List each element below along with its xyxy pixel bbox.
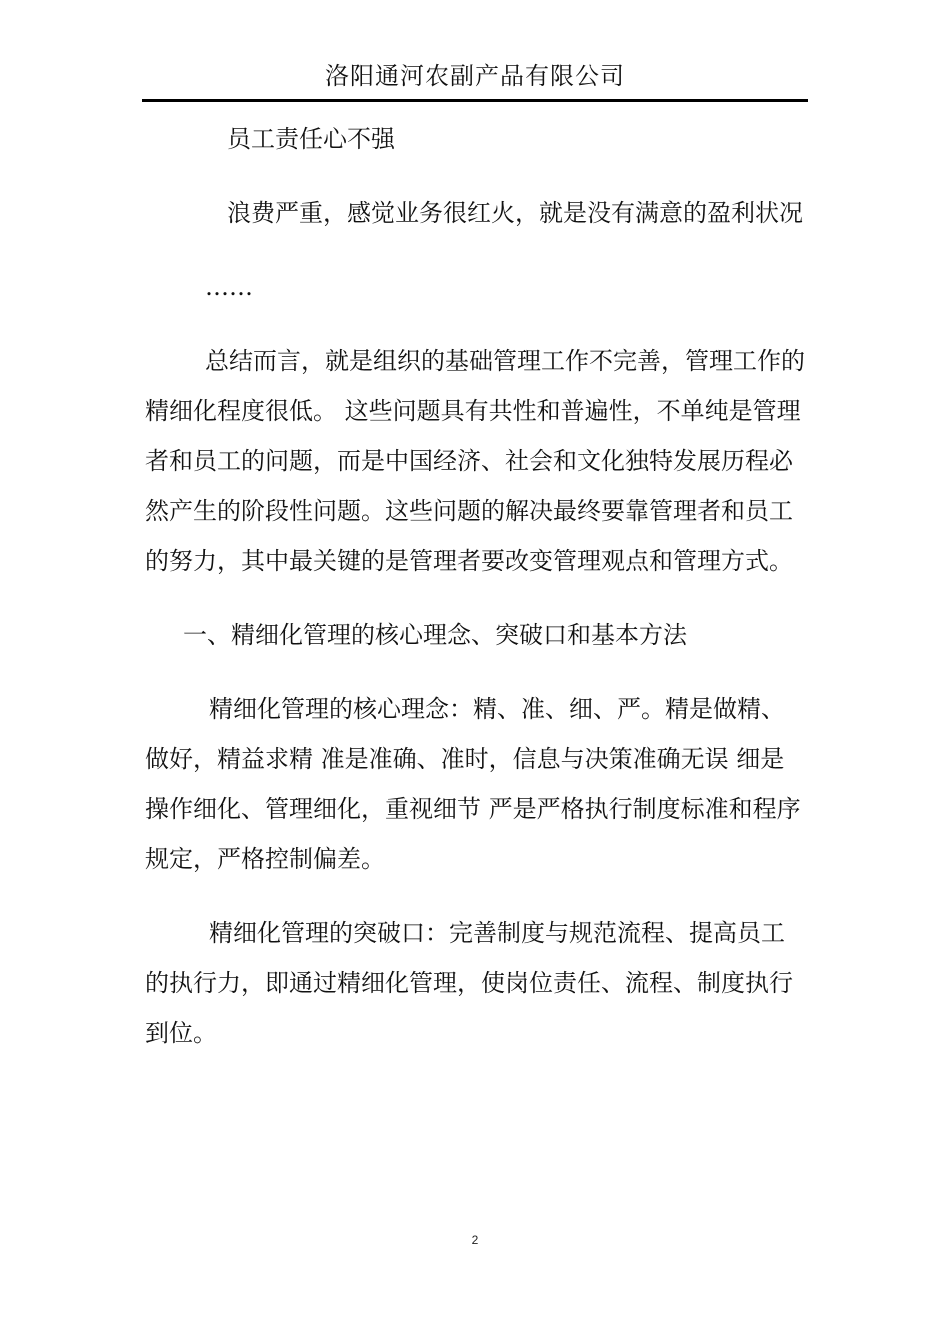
paragraph-2: 浪费严重，感觉业务很红火，就是没有满意的盈利状况 (227, 199, 803, 227)
page-number: 2 (471, 1233, 479, 1247)
paragraph-6: 精细化管理的核心理念：精、准、细、严。精是做精、做好，精益求精 准是准确、准时，信息与决策准确无误 细是操作细化、管理细化，重视细节 严是严格执行制度标准和程序规定，严格控制偏差。 (145, 695, 801, 873)
document-body (145, 114, 807, 1058)
paragraph-7: 精细化管理的突破口：完善制度与规范流程、提高员工的执行力，即通过精细化管理，使岗位责任、流程、制度执行到位。 (145, 919, 793, 1047)
paragraph-3: …… (205, 273, 253, 301)
paragraph-1: 员工责任心不强 (227, 125, 395, 153)
page-header-title: 洛阳通河农副产品有限公司 (325, 62, 625, 90)
header-divider (142, 99, 808, 102)
paragraph-4: 总结而言，就是组织的基础管理工作不完善，管理工作的精细化程度很低。 这些问题具有共性和普遍性，不单纯是管理者和员工的问题，而是中国经济、社会和文化独特发展历程必然产生的阶段性问题。这些问题的解决最终要靠管理者和员工的努力，其中最关键的是管理者要改变管理观点和管理方式。 (145, 347, 805, 575)
section-heading: 一、精细化管理的核心理念、突破口和基本方法 (183, 621, 687, 649)
